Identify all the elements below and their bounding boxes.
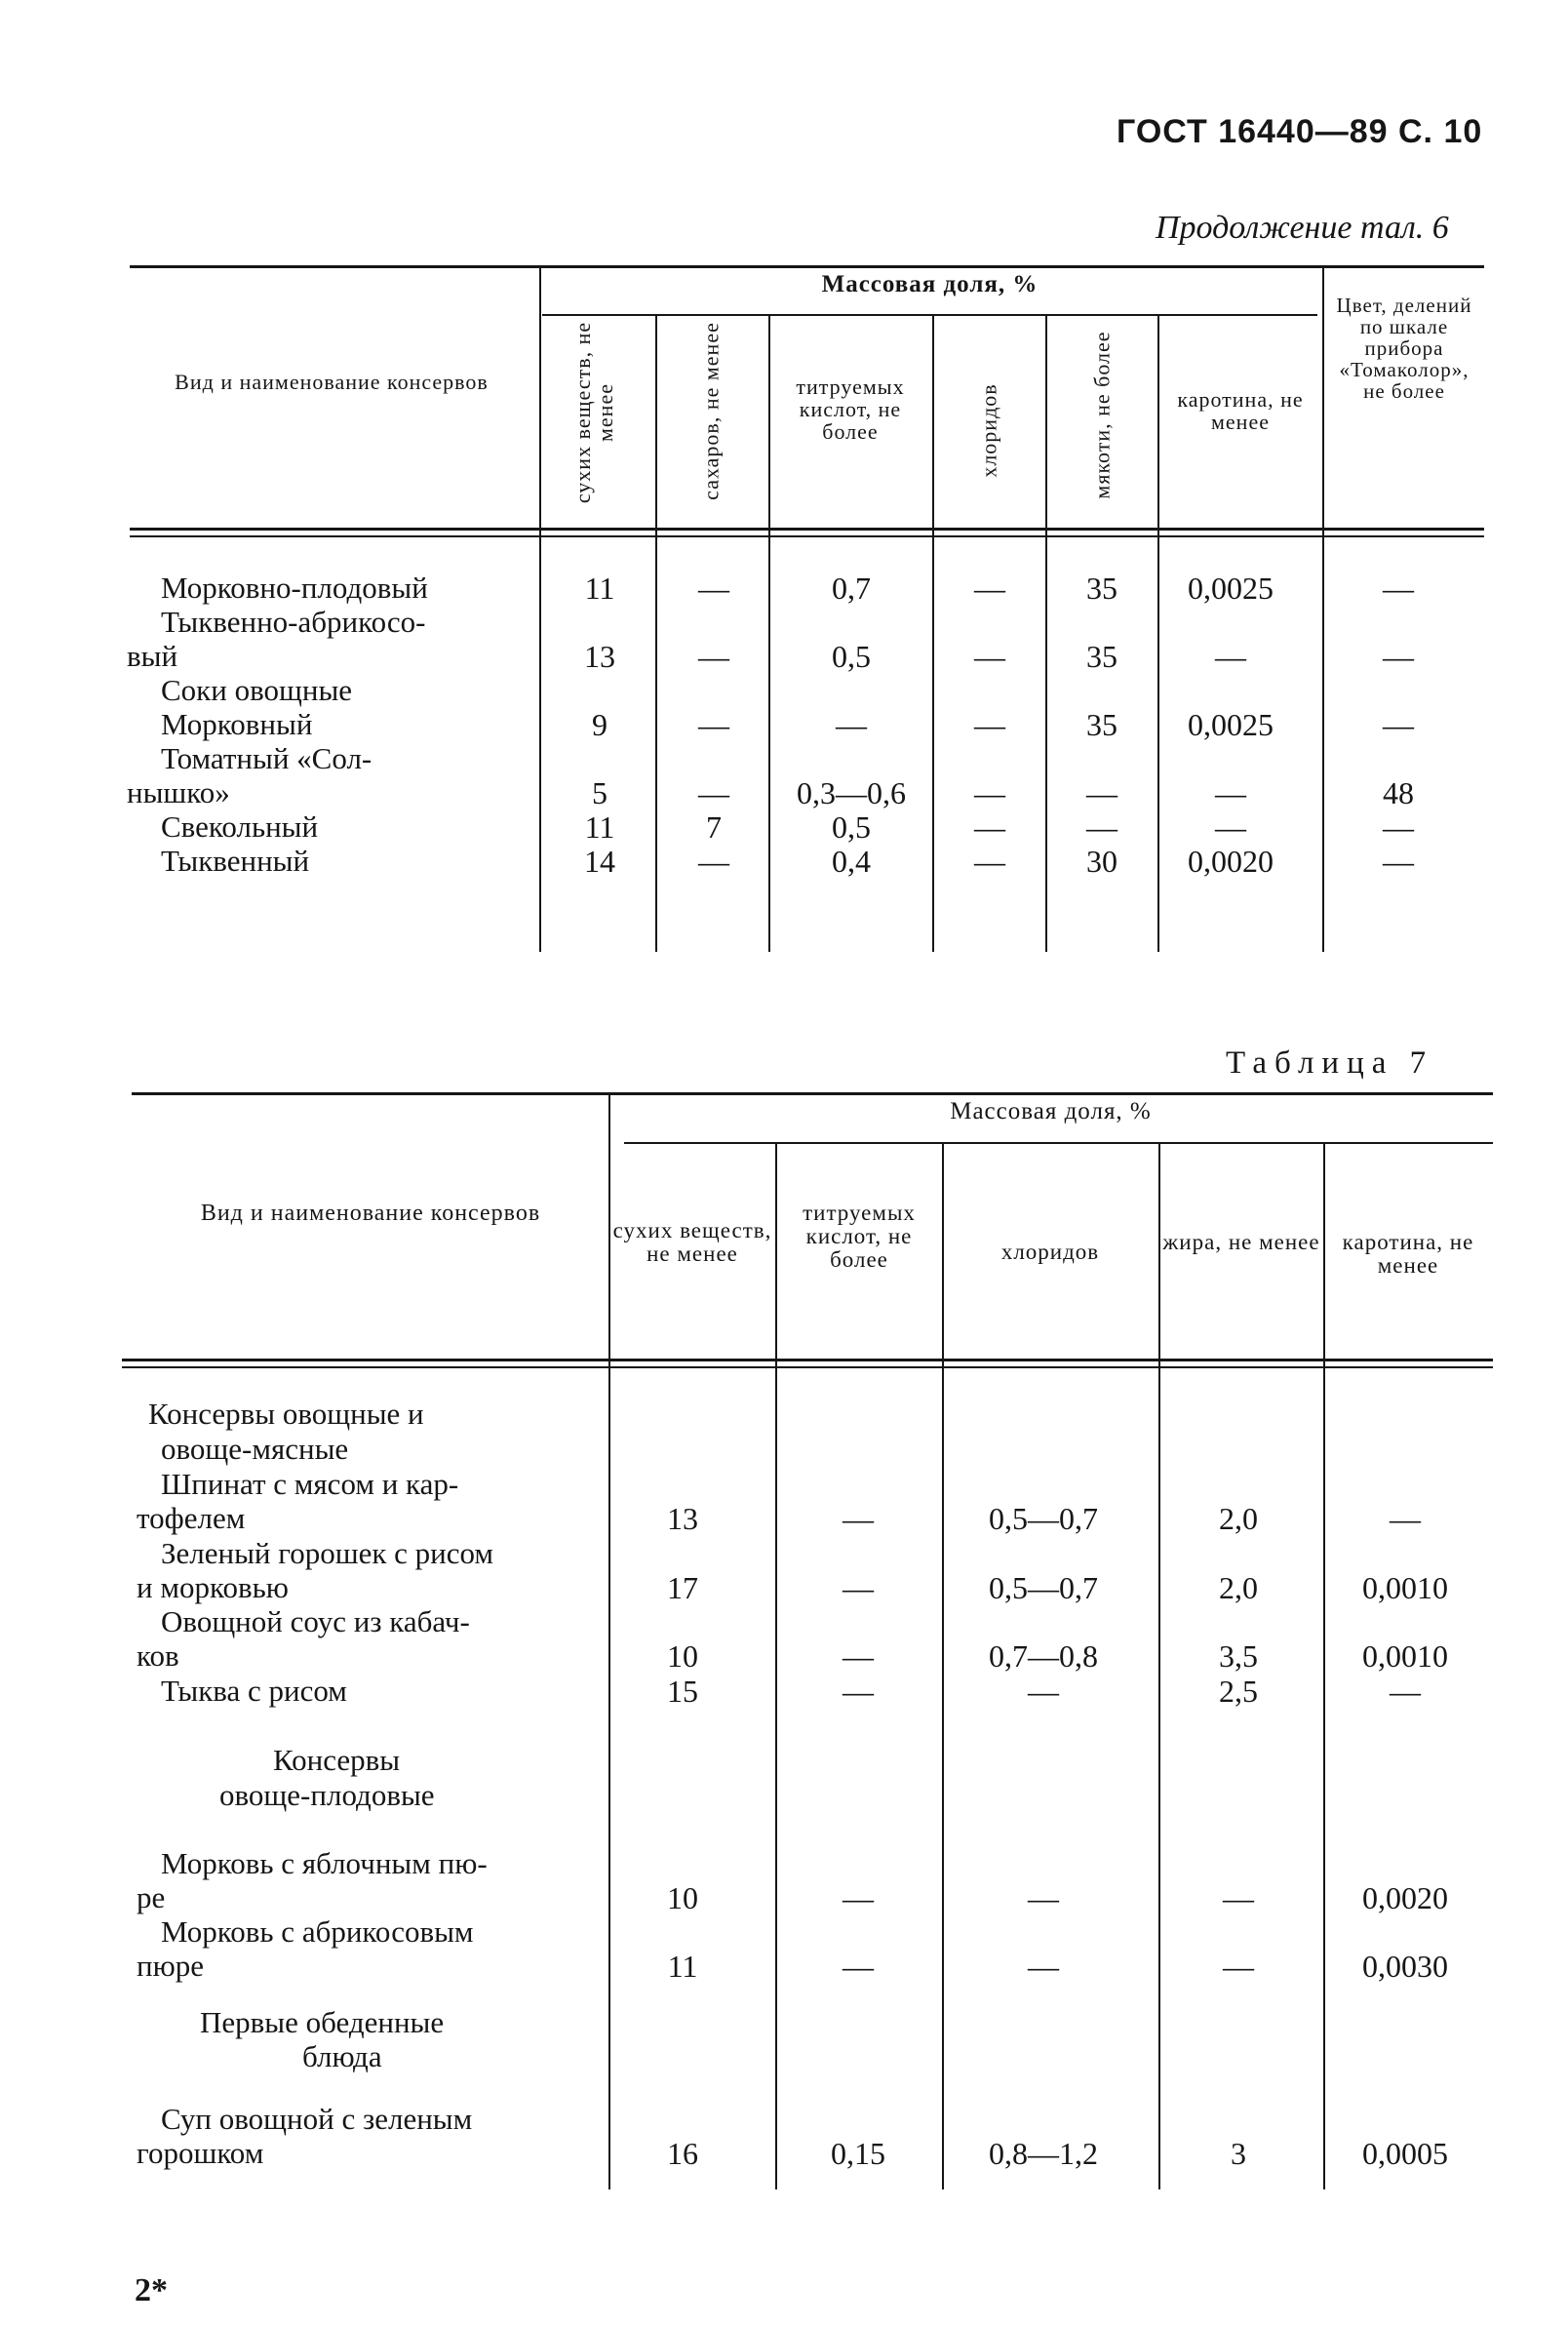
table7-row-name: горошком xyxy=(137,2136,264,2170)
table6-cell: — xyxy=(974,639,1005,674)
table6-cell: — xyxy=(1383,809,1414,845)
table6-cell: 35 xyxy=(1086,707,1117,742)
table6-cell: — xyxy=(698,844,729,879)
table6-cell: — xyxy=(1383,571,1414,606)
table7-col-chlorides: хлоридов xyxy=(1000,1240,1100,1264)
table6-row-name: Тыквенный xyxy=(161,844,310,878)
table7-row-name: Морковь с абрикосовым xyxy=(161,1914,474,1949)
table6-cell: 35 xyxy=(1086,571,1117,606)
table7-cell: 0,0020 xyxy=(1362,1880,1448,1915)
table7-cell: 0,15 xyxy=(831,2136,885,2171)
table6-col-sugar: сахаров, не менее xyxy=(698,322,724,500)
table7-header-rule-1 xyxy=(122,1359,1493,1361)
table7-group-name: Консервы xyxy=(273,1743,401,1777)
table6-header-rule-2 xyxy=(130,535,1484,537)
table6-cell: — xyxy=(698,775,729,810)
table6-cell: — xyxy=(698,707,729,742)
table7-top-rule xyxy=(132,1092,1493,1095)
table6-row-name: вый xyxy=(127,639,178,673)
table7-cell: 0,0010 xyxy=(1362,1638,1448,1674)
table7-cell: 10 xyxy=(667,1880,698,1915)
table6-cell: 0,7 xyxy=(832,571,871,606)
table7-cell: 2,0 xyxy=(1219,1570,1258,1605)
table6-cell: 0,0025 xyxy=(1188,571,1274,606)
table7-cell: — xyxy=(843,1501,874,1536)
table6-cell: 0,3—0,6 xyxy=(797,775,906,810)
table6-group-header: Массовая доля, % xyxy=(821,271,1039,297)
table7-cell: 16 xyxy=(667,2136,698,2171)
table6-col-rule xyxy=(1322,265,1324,952)
table6-cell: 5 xyxy=(592,775,608,810)
table6-cell: — xyxy=(974,571,1005,606)
table7-cell: 0,5—0,7 xyxy=(989,1501,1098,1536)
table7-col-rule xyxy=(942,1142,944,2189)
table-continuation-label: Продолжение тал. 6 xyxy=(1156,210,1449,246)
table6-cell: 48 xyxy=(1383,775,1414,810)
table7-cell: — xyxy=(1028,1674,1059,1709)
table7-cell: — xyxy=(843,1570,874,1605)
table7-cell: — xyxy=(1390,1501,1421,1536)
table7-col-rule xyxy=(608,1092,610,2189)
table7-col-rule xyxy=(1158,1142,1160,2189)
table7-cell: 11 xyxy=(667,1949,698,1984)
table6-cell: — xyxy=(1086,775,1117,810)
table6-cell: 7 xyxy=(706,809,722,845)
table7-cell: 17 xyxy=(667,1570,698,1605)
table6-cell: — xyxy=(974,809,1005,845)
table7-row-name: Зеленый горошек с рисом xyxy=(161,1536,494,1570)
table7-group-name: блюда xyxy=(302,2039,382,2073)
table6-cell: 0,0025 xyxy=(1188,707,1274,742)
table7-group-name: овоще-плодовые xyxy=(219,1778,435,1812)
table6-cell: — xyxy=(1215,775,1246,810)
table6-header-rule-1 xyxy=(130,528,1484,531)
table6-cell: — xyxy=(1215,639,1246,674)
table7-cell: — xyxy=(843,1638,874,1674)
table7-row-name: пюре xyxy=(137,1949,205,1983)
page-signature-mark: 2* xyxy=(135,2272,168,2308)
table6-cell: 35 xyxy=(1086,639,1117,674)
table7-row-name: Морковь с яблочным пю- xyxy=(161,1846,488,1880)
table6-col-carotene: каротина, не менее xyxy=(1177,387,1304,434)
table7-cell: 13 xyxy=(667,1501,698,1536)
table7-cell: — xyxy=(1028,1949,1059,1984)
table6-cell: 13 xyxy=(584,639,615,674)
table6-cell: — xyxy=(1215,809,1246,845)
table7-cell: 0,8—1,2 xyxy=(989,2136,1098,2171)
table7-cell: — xyxy=(1390,1674,1421,1709)
table6-cell: 11 xyxy=(584,571,615,606)
table7-group-header: Массовая доля, % xyxy=(950,1098,1152,1124)
table7-row-name: Тыква с рисом xyxy=(161,1674,347,1708)
table7-cell: — xyxy=(843,1880,874,1915)
table6-cell: 0,5 xyxy=(832,639,871,674)
table7-col-rule xyxy=(775,1142,777,2189)
table7-row-name: Суп овощной с зеленым xyxy=(161,2102,473,2136)
table7-cell: 3,5 xyxy=(1219,1638,1258,1674)
table6-group-name: Соки овощные xyxy=(161,673,353,707)
table6-row-name: Томатный «Сол- xyxy=(161,741,372,775)
table6-cell: — xyxy=(836,707,867,742)
table7-row-name: и морковью xyxy=(137,1570,289,1604)
table7-name-header: Вид и наименование консервов xyxy=(200,1201,541,1226)
table7-header-rule-2 xyxy=(122,1366,1493,1368)
table6-row-name: Морковный xyxy=(161,707,313,741)
table7-row-name: Овощной соус из кабач- xyxy=(161,1604,470,1638)
table6-row-name: Свекольный xyxy=(161,809,319,844)
table6-cell: — xyxy=(1383,707,1414,742)
table6-row-name: нышко» xyxy=(127,775,230,809)
table7-group-name: Консервы овощные и xyxy=(148,1397,424,1431)
table6-cell: — xyxy=(1383,844,1414,879)
table6-cell: 30 xyxy=(1086,844,1117,879)
table6-top-rule xyxy=(130,265,1484,268)
table7-group-name: Первые обеденные xyxy=(200,2005,445,2039)
table7-cell: 0,0030 xyxy=(1362,1949,1448,1984)
table7-cell: 15 xyxy=(667,1674,698,1709)
table7-cell: 10 xyxy=(667,1638,698,1674)
table7-cell: 0,0010 xyxy=(1362,1570,1448,1605)
table7-col-rule xyxy=(1323,1142,1325,2189)
table6-cell: — xyxy=(698,571,729,606)
table7-cell: 3 xyxy=(1231,2136,1246,2171)
table6-col-color: Цвет, делений по шкале прибора «Томаколор», не более xyxy=(1336,294,1472,403)
table6-cell: — xyxy=(698,639,729,674)
table7-cell: — xyxy=(1223,1949,1254,1984)
table7-cell: 0,0005 xyxy=(1362,2136,1448,2171)
table6-name-header: Вид и наименование консервов xyxy=(175,370,489,394)
table7-col-carotene: каротина, не менее xyxy=(1342,1230,1474,1278)
table7-group-name: овоще-мясные xyxy=(161,1432,349,1466)
table6-cell: 9 xyxy=(592,707,608,742)
table7-row-name: ков xyxy=(137,1638,179,1673)
table7-col-fat: жира, не менее xyxy=(1162,1230,1320,1254)
table7-cell: — xyxy=(1223,1880,1254,1915)
table7-cell: 0,5—0,7 xyxy=(989,1570,1098,1605)
table7-row-name: Шпинат с мясом и кар- xyxy=(161,1467,459,1501)
table7-col-acid: титруемых кислот, не более xyxy=(803,1201,916,1272)
table7-cell: — xyxy=(843,1949,874,1984)
table7-cell: — xyxy=(1028,1880,1059,1915)
table7-label: Таблица 7 xyxy=(1226,1045,1434,1081)
table6-cell: — xyxy=(1086,809,1117,845)
table6-cell: 11 xyxy=(584,809,615,845)
table6-cell: — xyxy=(1383,639,1414,674)
table6-cell: — xyxy=(974,844,1005,879)
table6-col-acid: титруемых кислот, не более xyxy=(796,375,905,444)
table7-group-rule xyxy=(624,1142,1493,1144)
table6-cell: 0,4 xyxy=(832,844,871,879)
table7-cell: — xyxy=(843,1674,874,1709)
table6-col-dry: сухих веществ, не менее xyxy=(570,321,617,504)
table6-cell: — xyxy=(974,707,1005,742)
page-header: ГОСТ 16440—89 С. 10 xyxy=(1117,113,1483,150)
table7-col-dry: сухих веществ, не менее xyxy=(612,1218,772,1266)
table7-cell: 2,5 xyxy=(1219,1674,1258,1709)
table6-cell: 0,0020 xyxy=(1188,844,1274,879)
table7-row-name: тофелем xyxy=(137,1501,246,1535)
table6-group-rule xyxy=(542,314,1317,316)
table6-col-pulp: мякоти, не более xyxy=(1089,331,1115,499)
table6-cell: 14 xyxy=(584,844,615,879)
table6-cell: 0,5 xyxy=(832,809,871,845)
table7-cell: 2,0 xyxy=(1219,1501,1258,1536)
table6-cell: — xyxy=(974,775,1005,810)
table6-row-name: Тыквенно-абрикосо- xyxy=(161,605,426,639)
table6-row-name: Морковно-плодовый xyxy=(161,571,428,605)
table6-col-chlorides: хлоридов xyxy=(976,383,1001,478)
table7-cell: 0,7—0,8 xyxy=(989,1638,1098,1674)
table7-row-name: ре xyxy=(137,1880,166,1914)
